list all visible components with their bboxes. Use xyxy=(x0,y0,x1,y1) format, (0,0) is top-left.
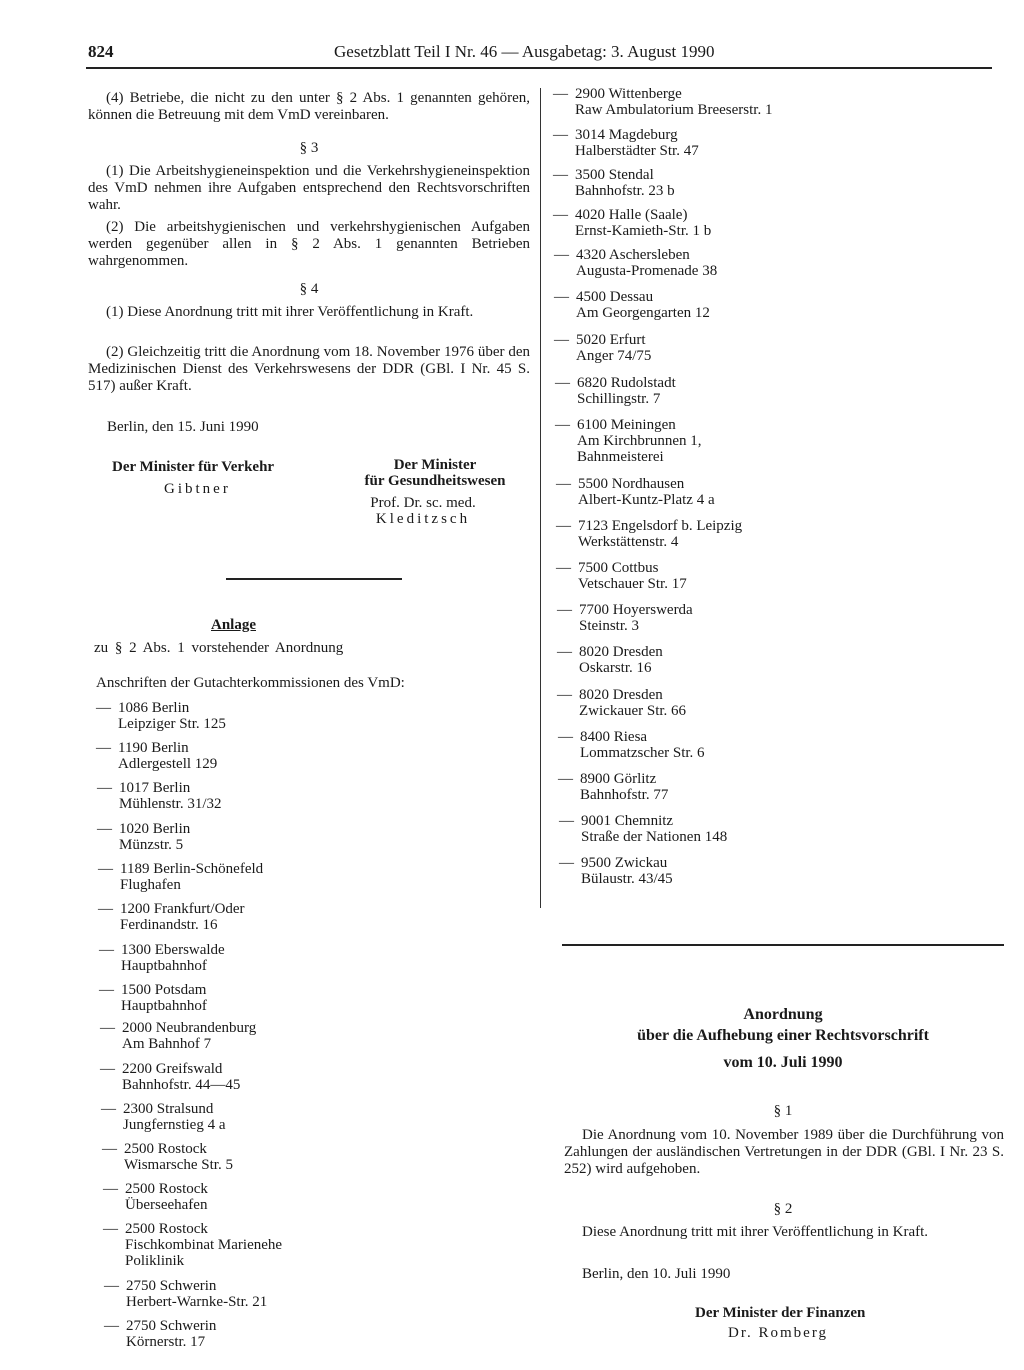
header-title: Gesetzblatt Teil I Nr. 46 — Ausgabetag: 3. August 1990 xyxy=(334,42,715,61)
address-line-2: Augusta-Promenade 38 xyxy=(576,263,718,279)
anlage-heading: Anlage xyxy=(211,617,256,633)
address-line-1: 1200 Frankfurt/Oder xyxy=(120,901,245,917)
ordinance-section-1-heading: § 1 xyxy=(773,1103,793,1119)
section-3-para-2 xyxy=(88,219,530,270)
section-3-para-2-text: (2) Die arbeitshygienischen und verkehrshygienischen Aufgaben werden gegenüber allen in § 2 Abs. 1 genannten Betrieben wahrgenommen. xyxy=(88,219,530,269)
address-line-1: 4020 Halle (Saale) xyxy=(575,207,688,223)
list-dash: — xyxy=(97,780,112,796)
address-line-3: Bahnmeisterei xyxy=(577,449,664,465)
address-line-1: 8400 Riesa xyxy=(580,729,648,745)
list-dash: — xyxy=(98,901,113,917)
address-line-1: 7500 Cottbus xyxy=(578,560,659,576)
address-line-2: Körnerstr. 17 xyxy=(126,1334,206,1350)
address-line-2: Werkstättenstr. 4 xyxy=(578,534,679,550)
list-dash: — xyxy=(104,1318,119,1334)
address-line-2: Überseehafen xyxy=(125,1197,208,1213)
address-line-1: 8020 Dresden xyxy=(579,687,663,703)
address-line-1: 4320 Aschersleben xyxy=(576,247,690,263)
address-line-2: Jungfernstieg 4 a xyxy=(123,1117,226,1133)
paragraph-4-text: (4) Betriebe, die nicht zu den unter § 2 Abs. 1 genannten gehören, können die Betreuung mit dem VmD vereinbaren. xyxy=(88,90,530,123)
list-dash: — xyxy=(100,1061,115,1077)
address-line-1: 5500 Nordhausen xyxy=(578,476,685,492)
address-line-1: 2000 Neubrandenburg xyxy=(122,1020,257,1036)
header-rule xyxy=(86,67,992,69)
address-line-1: 4500 Dessau xyxy=(576,289,654,305)
section-4-para-1-text: (1) Diese Anordnung tritt mit ihrer Veröffentlichung in Kraft. xyxy=(106,304,474,320)
address-line-1: 2750 Schwerin xyxy=(126,1278,217,1294)
signature-1-title: Der Minister für Verkehr xyxy=(112,459,275,475)
address-line-1: 1020 Berlin xyxy=(119,821,191,837)
section-divider xyxy=(226,578,402,580)
address-line-2: Bahnhofstr. 77 xyxy=(580,787,669,803)
list-dash: — xyxy=(553,207,568,223)
address-line-1: 2750 Schwerin xyxy=(126,1318,217,1334)
address-line-2: Raw Ambulatorium Breeserstr. 1 xyxy=(575,102,773,118)
page-number: 824 xyxy=(88,42,114,61)
signature-2-title-1: Der Minister xyxy=(393,457,477,473)
ordinance-title-3: vom 10. Juli 1990 xyxy=(723,1054,843,1071)
list-dash: — xyxy=(100,1020,115,1036)
address-line-2: Wismarsche Str. 5 xyxy=(124,1157,233,1173)
address-line-1: 9500 Zwickau xyxy=(581,855,668,871)
address-line-2: Vetschauer Str. 17 xyxy=(578,576,687,592)
section-4-para-2-text: (2) Gleichzeitig tritt die Anordnung vom 18. November 1976 über den Medizinischen Dienst des Verkehrswesens der DDR (GBl. I Nr. 45 S. 517) außer Kraft. xyxy=(88,344,530,394)
list-dash: — xyxy=(553,167,568,183)
list-dash: — xyxy=(103,1221,118,1237)
ordinance-title-1: Anordnung xyxy=(743,1006,823,1023)
address-line-2: Steinstr. 3 xyxy=(579,618,640,634)
list-dash: — xyxy=(101,1101,116,1117)
ordinance-title-2: über die Aufhebung einer Rechtsvorschrift xyxy=(637,1027,929,1044)
list-dash: — xyxy=(558,729,573,745)
address-line-2: Schillingstr. 7 xyxy=(577,391,661,407)
ordinance-section-1 xyxy=(564,1127,1004,1178)
address-line-2: Hauptbahnhof xyxy=(121,958,207,974)
left-place-date: Berlin, den 15. Juni 1990 xyxy=(107,419,259,435)
list-dash: — xyxy=(555,375,570,391)
address-line-2: Flughafen xyxy=(120,877,181,893)
address-line-2: Bahnhofstr. 44—45 xyxy=(122,1077,241,1093)
signature-3-title: Der Minister der Finanzen xyxy=(695,1305,866,1321)
address-line-1: 3500 Stendal xyxy=(575,167,654,183)
list-dash: — xyxy=(559,855,574,871)
list-dash: — xyxy=(554,289,569,305)
address-line-2: Leipziger Str. 125 xyxy=(118,716,226,732)
address-line-2: Am Georgengarten 12 xyxy=(576,305,710,321)
list-dash: — xyxy=(99,982,114,998)
list-dash: — xyxy=(556,518,571,534)
list-dash: — xyxy=(553,127,568,143)
list-dash: — xyxy=(97,821,112,837)
list-dash: — xyxy=(557,687,572,703)
address-line-2: Mühlenstr. 31/32 xyxy=(119,796,222,812)
address-line-1: 8900 Görlitz xyxy=(580,771,657,787)
signature-2-degree: Prof. Dr. sc. med. xyxy=(370,495,476,511)
signature-2-name: Kleditzsch xyxy=(375,511,471,527)
address-line-2: Herbert-Warnke-Str. 21 xyxy=(126,1294,268,1310)
address-line-1: 2500 Rostock xyxy=(124,1141,207,1157)
list-dash: — xyxy=(557,602,572,618)
address-line-1: 2500 Rostock xyxy=(125,1181,208,1197)
address-line-2: Am Bahnhof 7 xyxy=(122,1036,212,1052)
list-dash: — xyxy=(559,813,574,829)
address-line-1: 9001 Chemnitz xyxy=(581,813,674,829)
address-line-1: 2500 Rostock xyxy=(125,1221,208,1237)
address-line-2: Lommatzscher Str. 6 xyxy=(580,745,705,761)
address-line-1: 6820 Rudolstadt xyxy=(577,375,676,391)
address-line-1: 8020 Dresden xyxy=(579,644,663,660)
address-line-2: Anger 74/75 xyxy=(576,348,652,364)
section-4-para-2 xyxy=(88,344,530,395)
address-line-2: Adlergestell 129 xyxy=(118,756,218,772)
address-line-2: Hauptbahnhof xyxy=(121,998,207,1014)
address-line-1: 1190 Berlin xyxy=(118,740,189,756)
address-line-1: 2300 Stralsund xyxy=(123,1101,214,1117)
list-dash: — xyxy=(99,942,114,958)
address-line-1: 1086 Berlin xyxy=(118,700,190,716)
section-divider-right xyxy=(562,944,1004,946)
address-line-1: 1017 Berlin xyxy=(119,780,191,796)
list-dash: — xyxy=(98,861,113,877)
address-line-2: Oskarstr. 16 xyxy=(579,660,652,676)
list-dash: — xyxy=(556,560,571,576)
ordinance-section-2-text: Diese Anordnung tritt mit ihrer Veröffentlichung in Kraft. xyxy=(582,1224,929,1240)
address-line-1: 2200 Greifswald xyxy=(122,1061,223,1077)
list-dash: — xyxy=(96,700,111,716)
address-line-2: Halberstädter Str. 47 xyxy=(575,143,699,159)
list-dash: — xyxy=(556,476,571,492)
signature-1-name: Gibtner xyxy=(164,481,231,497)
address-line-2: Münzstr. 5 xyxy=(119,837,184,853)
address-line-2: Straße der Nationen 148 xyxy=(581,829,728,845)
address-line-2: Zwickauer Str. 66 xyxy=(579,703,687,719)
address-line-2: Albert-Kuntz-Platz 4 a xyxy=(578,492,715,508)
list-dash: — xyxy=(104,1278,119,1294)
address-line-1: 1300 Eberswalde xyxy=(121,942,225,958)
section-3-para-1 xyxy=(88,163,530,214)
address-line-2: Ferdinandstr. 16 xyxy=(120,917,218,933)
address-line-1: 1189 Berlin-Schönefeld xyxy=(120,861,264,877)
right-place-date: Berlin, den 10. Juli 1990 xyxy=(582,1266,731,1282)
list-dash: — xyxy=(103,1181,118,1197)
address-line-1: 7700 Hoyerswerda xyxy=(579,602,693,618)
address-line-3: Poliklinik xyxy=(125,1253,185,1269)
address-line-1: 7123 Engelsdorf b. Leipzig xyxy=(578,518,743,534)
address-line-1: 5020 Erfurt xyxy=(576,332,646,348)
column-divider xyxy=(540,88,541,908)
address-line-1: 2900 Wittenberge xyxy=(575,86,682,102)
address-line-1: 3014 Magdeburg xyxy=(575,127,678,143)
address-line-2: Bülaustr. 43/45 xyxy=(581,871,673,887)
list-dash: — xyxy=(555,417,570,433)
list-dash: — xyxy=(554,247,569,263)
list-dash: — xyxy=(558,771,573,787)
address-line-2: Am Kirchbrunnen 1, xyxy=(577,433,702,449)
ordinance-section-2-heading: § 2 xyxy=(773,1201,793,1217)
address-line-2: Bahnhofstr. 23 b xyxy=(575,183,675,199)
section-4-para-1 xyxy=(88,304,530,321)
paragraph-4 xyxy=(88,90,530,124)
list-dash: — xyxy=(554,332,569,348)
signature-2-title-2: für Gesundheitswesen xyxy=(364,473,506,489)
signature-3-name: Dr. Romberg xyxy=(728,1325,829,1341)
address-line-1: 6100 Meiningen xyxy=(577,417,676,433)
list-dash: — xyxy=(96,740,111,756)
anlage-intro: Anschriften der Gutachterkommissionen des VmD: xyxy=(96,675,405,691)
list-dash: — xyxy=(553,86,568,102)
page-header xyxy=(88,42,992,68)
address-line-2: Fischkombinat Marienehe xyxy=(125,1237,283,1253)
ordinance-section-1-text: Die Anordnung vom 10. November 1989 über die Durchführung von Zahlungen der ausländischen Vertretungen in der DDR (GBl. I Nr. 23 S. 252) wird aufgehoben. xyxy=(564,1127,1004,1177)
address-line-2: Ernst-Kamieth-Str. 1 b xyxy=(575,223,712,239)
anlage-reference: zu § 2 Abs. 1 vorstehender Anordnung xyxy=(94,640,344,656)
list-dash: — xyxy=(557,644,572,660)
list-dash: — xyxy=(102,1141,117,1157)
section-3-para-1-text: (1) Die Arbeitshygieneinspektion und die Verkehrshygieneinspektion des VmD nehmen ihre Aufgaben entsprechend den Rechtsvorschriften wahr. xyxy=(88,163,530,213)
address-line-1: 1500 Potsdam xyxy=(121,982,207,998)
section-4-heading: § 4 xyxy=(299,281,319,297)
section-3-heading: § 3 xyxy=(299,140,319,156)
